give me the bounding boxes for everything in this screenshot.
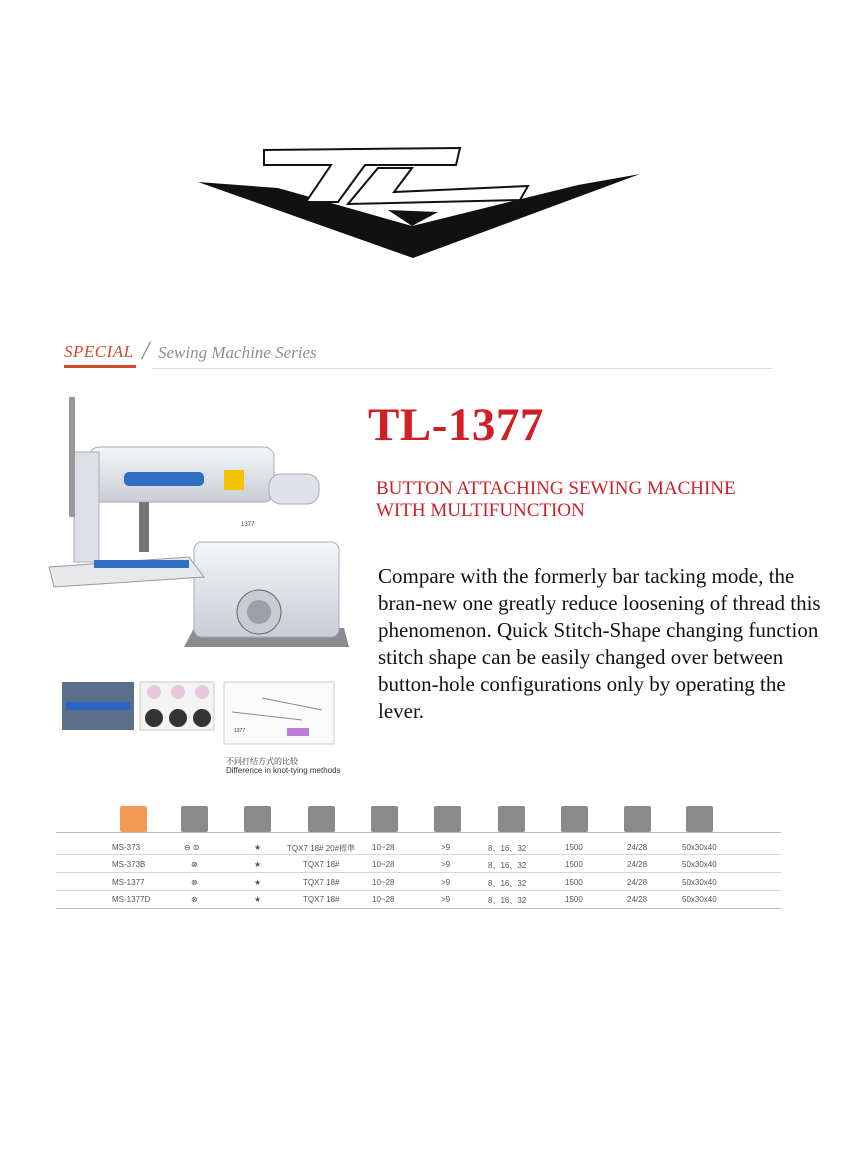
table-cell-needle: TQX7 18# [303,860,340,869]
knot-caption-en: Difference in knot-tying methods [226,766,341,775]
table-divider [56,890,781,891]
table-cell-star: ★ [254,878,262,887]
section-slash: / [142,336,150,365]
table-cell-speed: 1500 [565,843,583,852]
table-cell-mark: ⊗ [191,860,198,869]
machine-photo [44,392,358,670]
table-cell-lift: >9 [441,860,451,869]
knot-caption-cn: 不同打结方式的比较 [226,757,298,766]
table-cell-stitches: 8、16、32 [488,844,527,853]
table-cell-weight: 24/28 [627,860,648,869]
brand-logo [198,140,640,265]
table-cell-range: 10~28 [372,878,395,887]
section-series-label: Sewing Machine Series [158,343,317,362]
needle-icon [498,806,525,832]
table-cell-range: 10~28 [372,860,395,869]
table-cell-needle: TQX7 18# 20#標準 [287,844,356,853]
table-cell-weight: 24/28 [627,878,648,887]
foot-lift-icon [434,806,461,832]
table-cell-star: ★ [254,895,262,904]
table-cell-model: MS-373B [112,860,146,869]
needle-distance-icon [308,806,335,832]
table-cell-needle: TQX7 18# [303,878,340,887]
presser-foot-icon [181,806,208,832]
section-special-label: SPECIAL [64,342,134,361]
table-cell-speed: 1500 [565,878,583,887]
table-divider [56,872,781,873]
table-border [56,908,781,909]
table-cell-size: 50x30x40 [682,878,717,887]
table-cell-range: 10~28 [372,895,395,904]
knot-label-1377: 1377 [234,728,246,734]
table-cell-mark: ⊖ ⊜ [184,843,200,852]
scissors-icon [244,806,271,832]
weight-icon [624,806,651,832]
table-cell-stitches: 8、16、32 [488,879,527,888]
knot-caption [226,757,341,775]
table-cell-lift: >9 [441,895,451,904]
product-subtitle-line2: WITH MULTIFUNCTION [376,500,585,521]
table-cell-speed: 1500 [565,895,583,904]
table-cell-range: 10~28 [372,843,395,852]
table-cell-weight: 24/28 [627,895,648,904]
table-cell-star: ★ [254,843,262,852]
speed-icon [561,806,588,832]
table-cell-star: ★ [254,860,262,869]
table-cell-stitches: 8、16、32 [488,861,527,870]
machine-icon [120,806,147,832]
table-divider [56,854,781,855]
package-icon [686,806,713,832]
section-underline [64,365,136,368]
spec-table [56,802,781,910]
table-cell-model: MS-373 [112,843,141,852]
table-cell-needle: TQX7 18# [303,895,340,904]
product-title: TL-1377 [368,399,544,451]
bobbin-icon [371,806,398,832]
table-cell-size: 50x30x40 [682,860,717,869]
table-cell-stitches: 8、16、32 [488,896,527,905]
product-description: Compare with the formerly bar tacking mode, the bran-new one greatly reduce loosening of thread this phenomenon. Quick Stitch-Shape changing function stitch shape can be easily changed over between button-hole configurations only by operating the lever. [378,564,821,723]
svg-text:1377: 1377 [241,522,255,528]
table-cell-mark: ⊗ [191,895,198,904]
table-border [56,832,781,833]
table-cell-mark: ⊗ [191,878,198,887]
product-subtitle-line1: BUTTON ATTACHING SEWING MACHINE [376,478,736,499]
table-cell-weight: 24/28 [627,843,648,852]
table-cell-lift: >9 [441,843,451,852]
table-cell-lift: >9 [441,878,451,887]
table-cell-size: 50x30x40 [682,843,717,852]
product-subtitle [376,478,796,522]
table-cell-speed: 1500 [565,860,583,869]
table-cell-model: MS-1377 [112,878,145,887]
table-cell-size: 50x30x40 [682,895,717,904]
section-divider [152,368,772,369]
table-cell-model: MS-1377D [112,895,151,904]
